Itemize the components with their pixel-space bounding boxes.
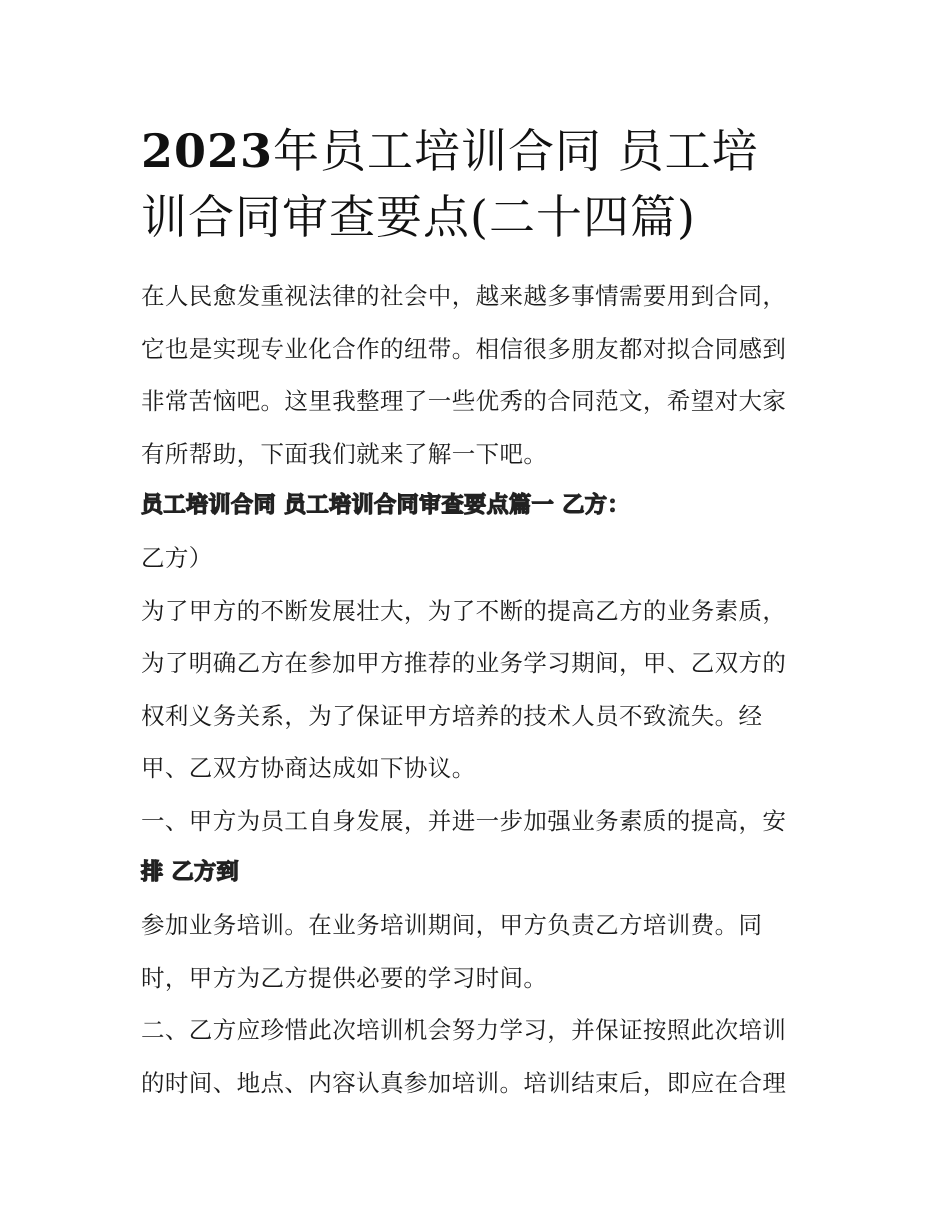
clause2-line: 的时间、地点、内容认真参加培训。培训结束后，即应在合理 — [141, 1068, 787, 1097]
clause1-outlined-text: 排 乙方到 — [141, 860, 240, 885]
clause1-line: 参加业务培训。在业务培训期间，甲方负责乙方培训费。同 — [141, 911, 763, 939]
intro-line: 有所帮助，下面我们就来了解一下吧。 — [141, 439, 548, 468]
clause1-line: 时，甲方为乙方提供必要的学习时间。 — [141, 963, 548, 992]
intro-line: 它也是实现专业化合作的纽带。相信很多朋友都对拟合同感到 — [141, 334, 787, 363]
intro-line: 非常苦恼吧。这里我整理了一些优秀的合同范文，希望对大家 — [141, 387, 787, 415]
party-b-line: 乙方） — [141, 544, 213, 572]
document-title — [141, 118, 821, 250]
intro-line: 在人民愈发重视法律的社会中，越来越多事情需要用到合同， — [141, 282, 787, 310]
section-heading: 员工培训合同 员工培训合同审查要点篇一 乙方： — [141, 493, 630, 518]
purpose-line: 为了明确乙方在参加甲方推荐的业务学习期间，甲、乙双方的 — [141, 649, 787, 677]
title-line1: 年员工培训合同 员工培 — [273, 124, 759, 178]
clause2-line: 二、乙方应珍惜此次培训机会努力学习，并保证按照此次培训 — [141, 1016, 787, 1044]
title-year: 2023 — [141, 124, 274, 178]
document-page — [141, 118, 821, 1109]
title-line2: 训合同审查要点(二十四篇) — [141, 190, 696, 244]
purpose-line: 甲、乙双方协商达成如下协议。 — [141, 754, 476, 782]
document-body — [141, 270, 821, 1109]
clause1-line: 一、甲方为员工自身发展，并进一步加强业务素质的提高，安 — [141, 806, 787, 835]
purpose-line: 为了甲方的不断发展壮大，为了不断的提高乙方的业务素质， — [141, 596, 787, 625]
purpose-line: 权利义务关系，为了保证甲方培养的技术人员不致流失。经 — [141, 701, 763, 730]
